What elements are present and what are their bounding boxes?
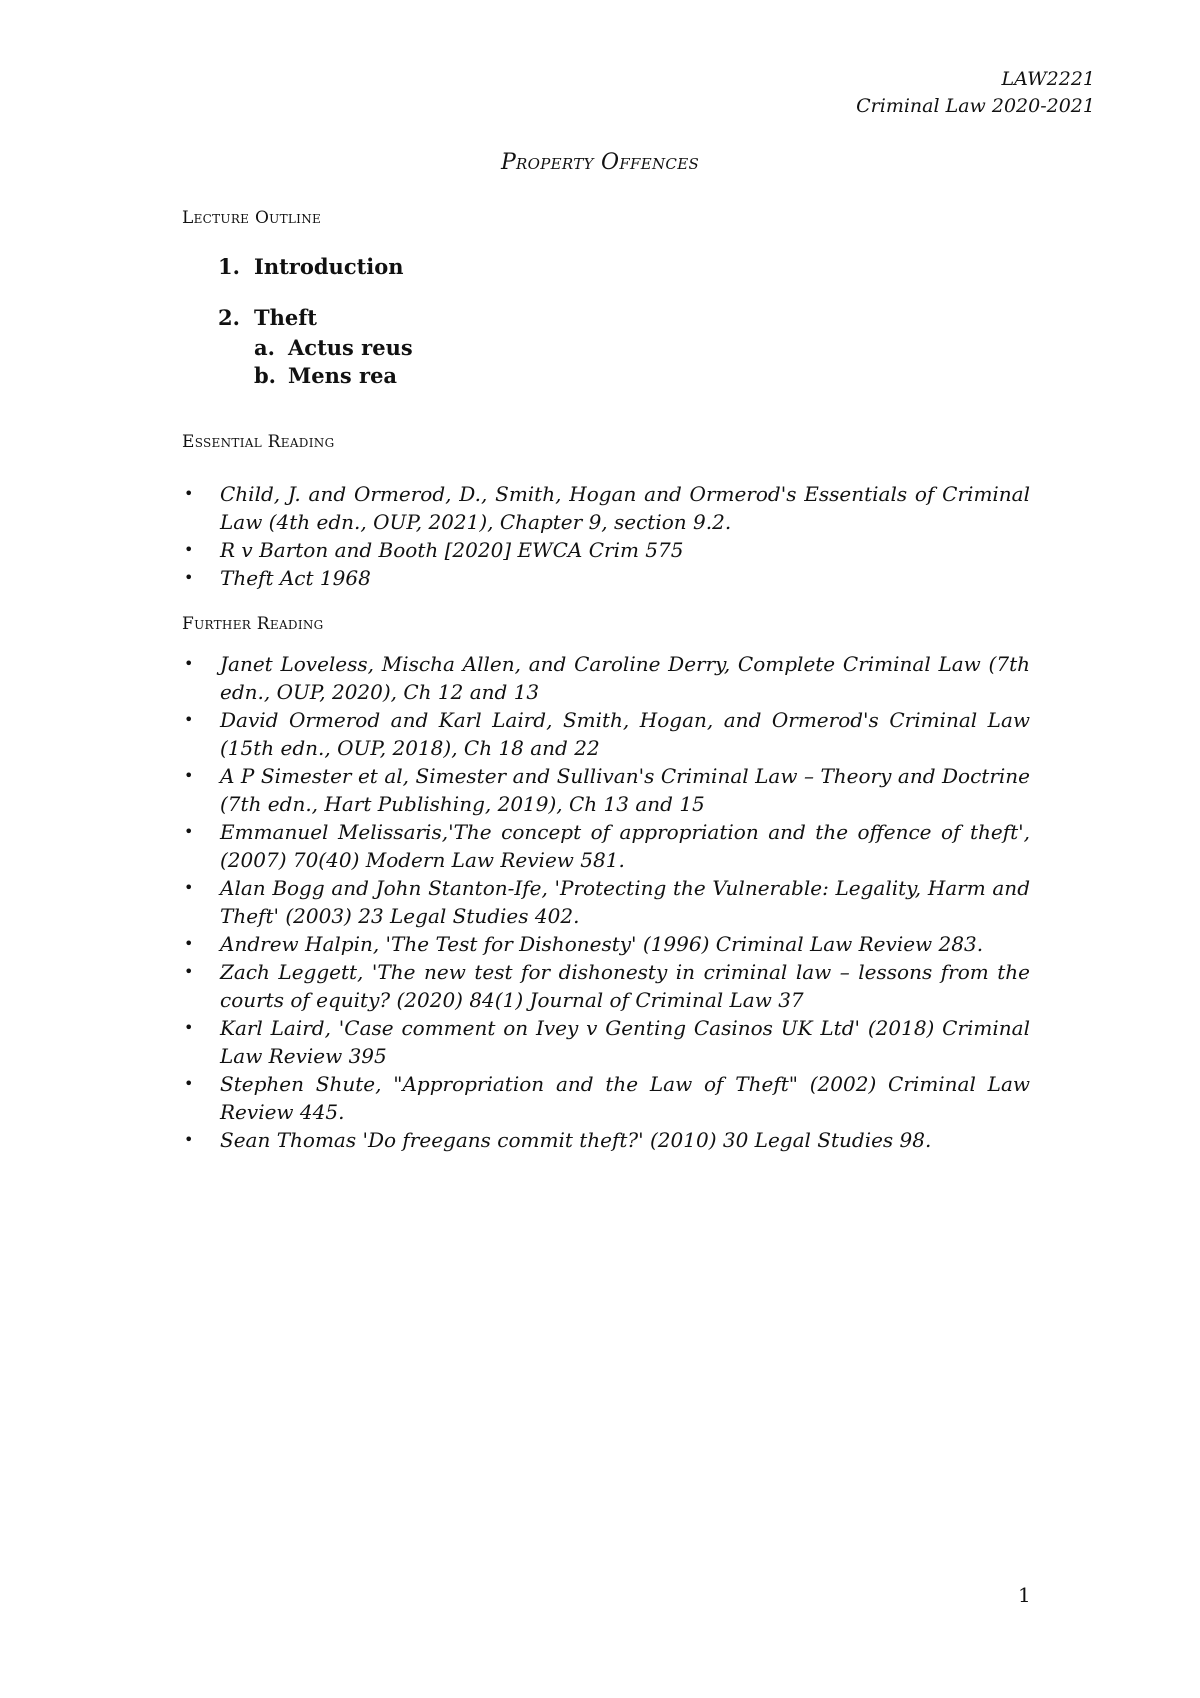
outline-item-number: 2.	[218, 305, 240, 330]
outline-subitem-label: Actus reus	[288, 335, 413, 360]
bullet-icon: •	[184, 1018, 194, 1037]
essential-reading-list	[180, 480, 1030, 592]
document-header	[856, 66, 1095, 120]
reading-item-text: Emmanuel Melissaris,'The concept of appropriation and the offence of theft', (2007) 70(40) Modern Law Review 581.	[220, 820, 1030, 872]
page-title: Property Offences	[500, 150, 700, 175]
reading-item-text: A P Simester et al, Simester and Sullivan's Criminal Law – Theory and Doctrine (7th edn., Hart Publishing, 2019), Ch 13 and 15	[220, 764, 1030, 816]
reading-item	[180, 874, 1030, 930]
bullet-icon: •	[184, 654, 194, 673]
bullet-icon: •	[184, 568, 194, 587]
bullet-icon: •	[184, 1130, 194, 1149]
reading-item-text: Zach Leggett, 'The new test for dishonesty in criminal law – lessons from the courts of equity? (2020) 84(1) Journal of Criminal Law 37	[220, 960, 1030, 1012]
outline-subitem	[254, 362, 413, 390]
outline-item	[218, 305, 413, 390]
reading-item-text: Sean Thomas 'Do freegans commit theft?' (2010) 30 Legal Studies 98.	[220, 1128, 932, 1152]
reading-item	[180, 762, 1030, 818]
outline-subitem	[254, 334, 413, 362]
reading-item	[180, 818, 1030, 874]
outline-subitem-label: Mens rea	[288, 363, 398, 388]
reading-item	[180, 930, 1030, 958]
reading-item-text: Theft Act 1968	[220, 566, 371, 590]
bullet-icon: •	[184, 1074, 194, 1093]
lecture-outline-heading: Lecture Outline	[182, 208, 322, 228]
lecture-outline-list	[218, 254, 413, 390]
outline-item-label: Introduction	[254, 254, 404, 279]
bullet-icon: •	[184, 710, 194, 729]
bullet-icon: •	[184, 766, 194, 785]
reading-item-text: R v Barton and Booth [2020] EWCA Crim 575	[220, 538, 684, 562]
reading-item	[180, 958, 1030, 1014]
outline-sublist	[254, 334, 413, 390]
bullet-icon: •	[184, 934, 194, 953]
reading-item-text: Stephen Shute, "Appropriation and the Law of Theft" (2002) Criminal Law Review 445.	[220, 1072, 1030, 1124]
bullet-icon: •	[184, 540, 194, 559]
outline-subitem-letter: b.	[254, 363, 276, 388]
reading-item-text: Andrew Halpin, 'The Test for Dishonesty' (1996) Criminal Law Review 283.	[220, 932, 984, 956]
bullet-icon: •	[184, 962, 194, 981]
reading-item-text: Alan Bogg and John Stanton-Ife, 'Protecting the Vulnerable: Legality, Harm and Theft' (2003) 23 Legal Studies 402.	[220, 876, 1030, 928]
reading-item	[180, 1014, 1030, 1070]
reading-item-text: Child, J. and Ormerod, D., Smith, Hogan and Ormerod's Essentials of Criminal Law (4th edn., OUP, 2021), Chapter 9, section 9.2.	[220, 482, 1030, 534]
bullet-icon: •	[184, 878, 194, 897]
bullet-icon: •	[184, 484, 194, 503]
reading-item	[180, 650, 1030, 706]
outline-item	[218, 254, 413, 279]
essential-reading-heading: Essential Reading	[182, 432, 335, 452]
outline-subitem-letter: a.	[254, 335, 275, 360]
reading-item-text: David Ormerod and Karl Laird, Smith, Hogan, and Ormerod's Criminal Law (15th edn., OUP, 2018), Ch 18 and 22	[220, 708, 1030, 760]
bullet-icon: •	[184, 822, 194, 841]
course-code: LAW2221	[1001, 68, 1095, 90]
reading-item-text: Janet Loveless, Mischa Allen, and Caroline Derry, Complete Criminal Law (7th edn., OUP, 2020), Ch 12 and 13	[220, 652, 1030, 704]
outline-item-number: 1.	[218, 254, 240, 279]
course-title: Criminal Law 2020-2021	[856, 95, 1095, 117]
further-reading-list	[180, 650, 1030, 1154]
page-number: 1	[1018, 1583, 1031, 1607]
further-reading-heading: Further Reading	[182, 614, 324, 634]
reading-item-text: Karl Laird, 'Case comment on Ivey v Genting Casinos UK Ltd' (2018) Criminal Law Review 395	[220, 1016, 1030, 1068]
reading-item	[180, 564, 1030, 592]
reading-item	[180, 536, 1030, 564]
reading-item	[180, 1070, 1030, 1126]
reading-item	[180, 1126, 1030, 1154]
reading-item	[180, 706, 1030, 762]
reading-item	[180, 480, 1030, 536]
outline-item-label: Theft	[254, 305, 317, 330]
